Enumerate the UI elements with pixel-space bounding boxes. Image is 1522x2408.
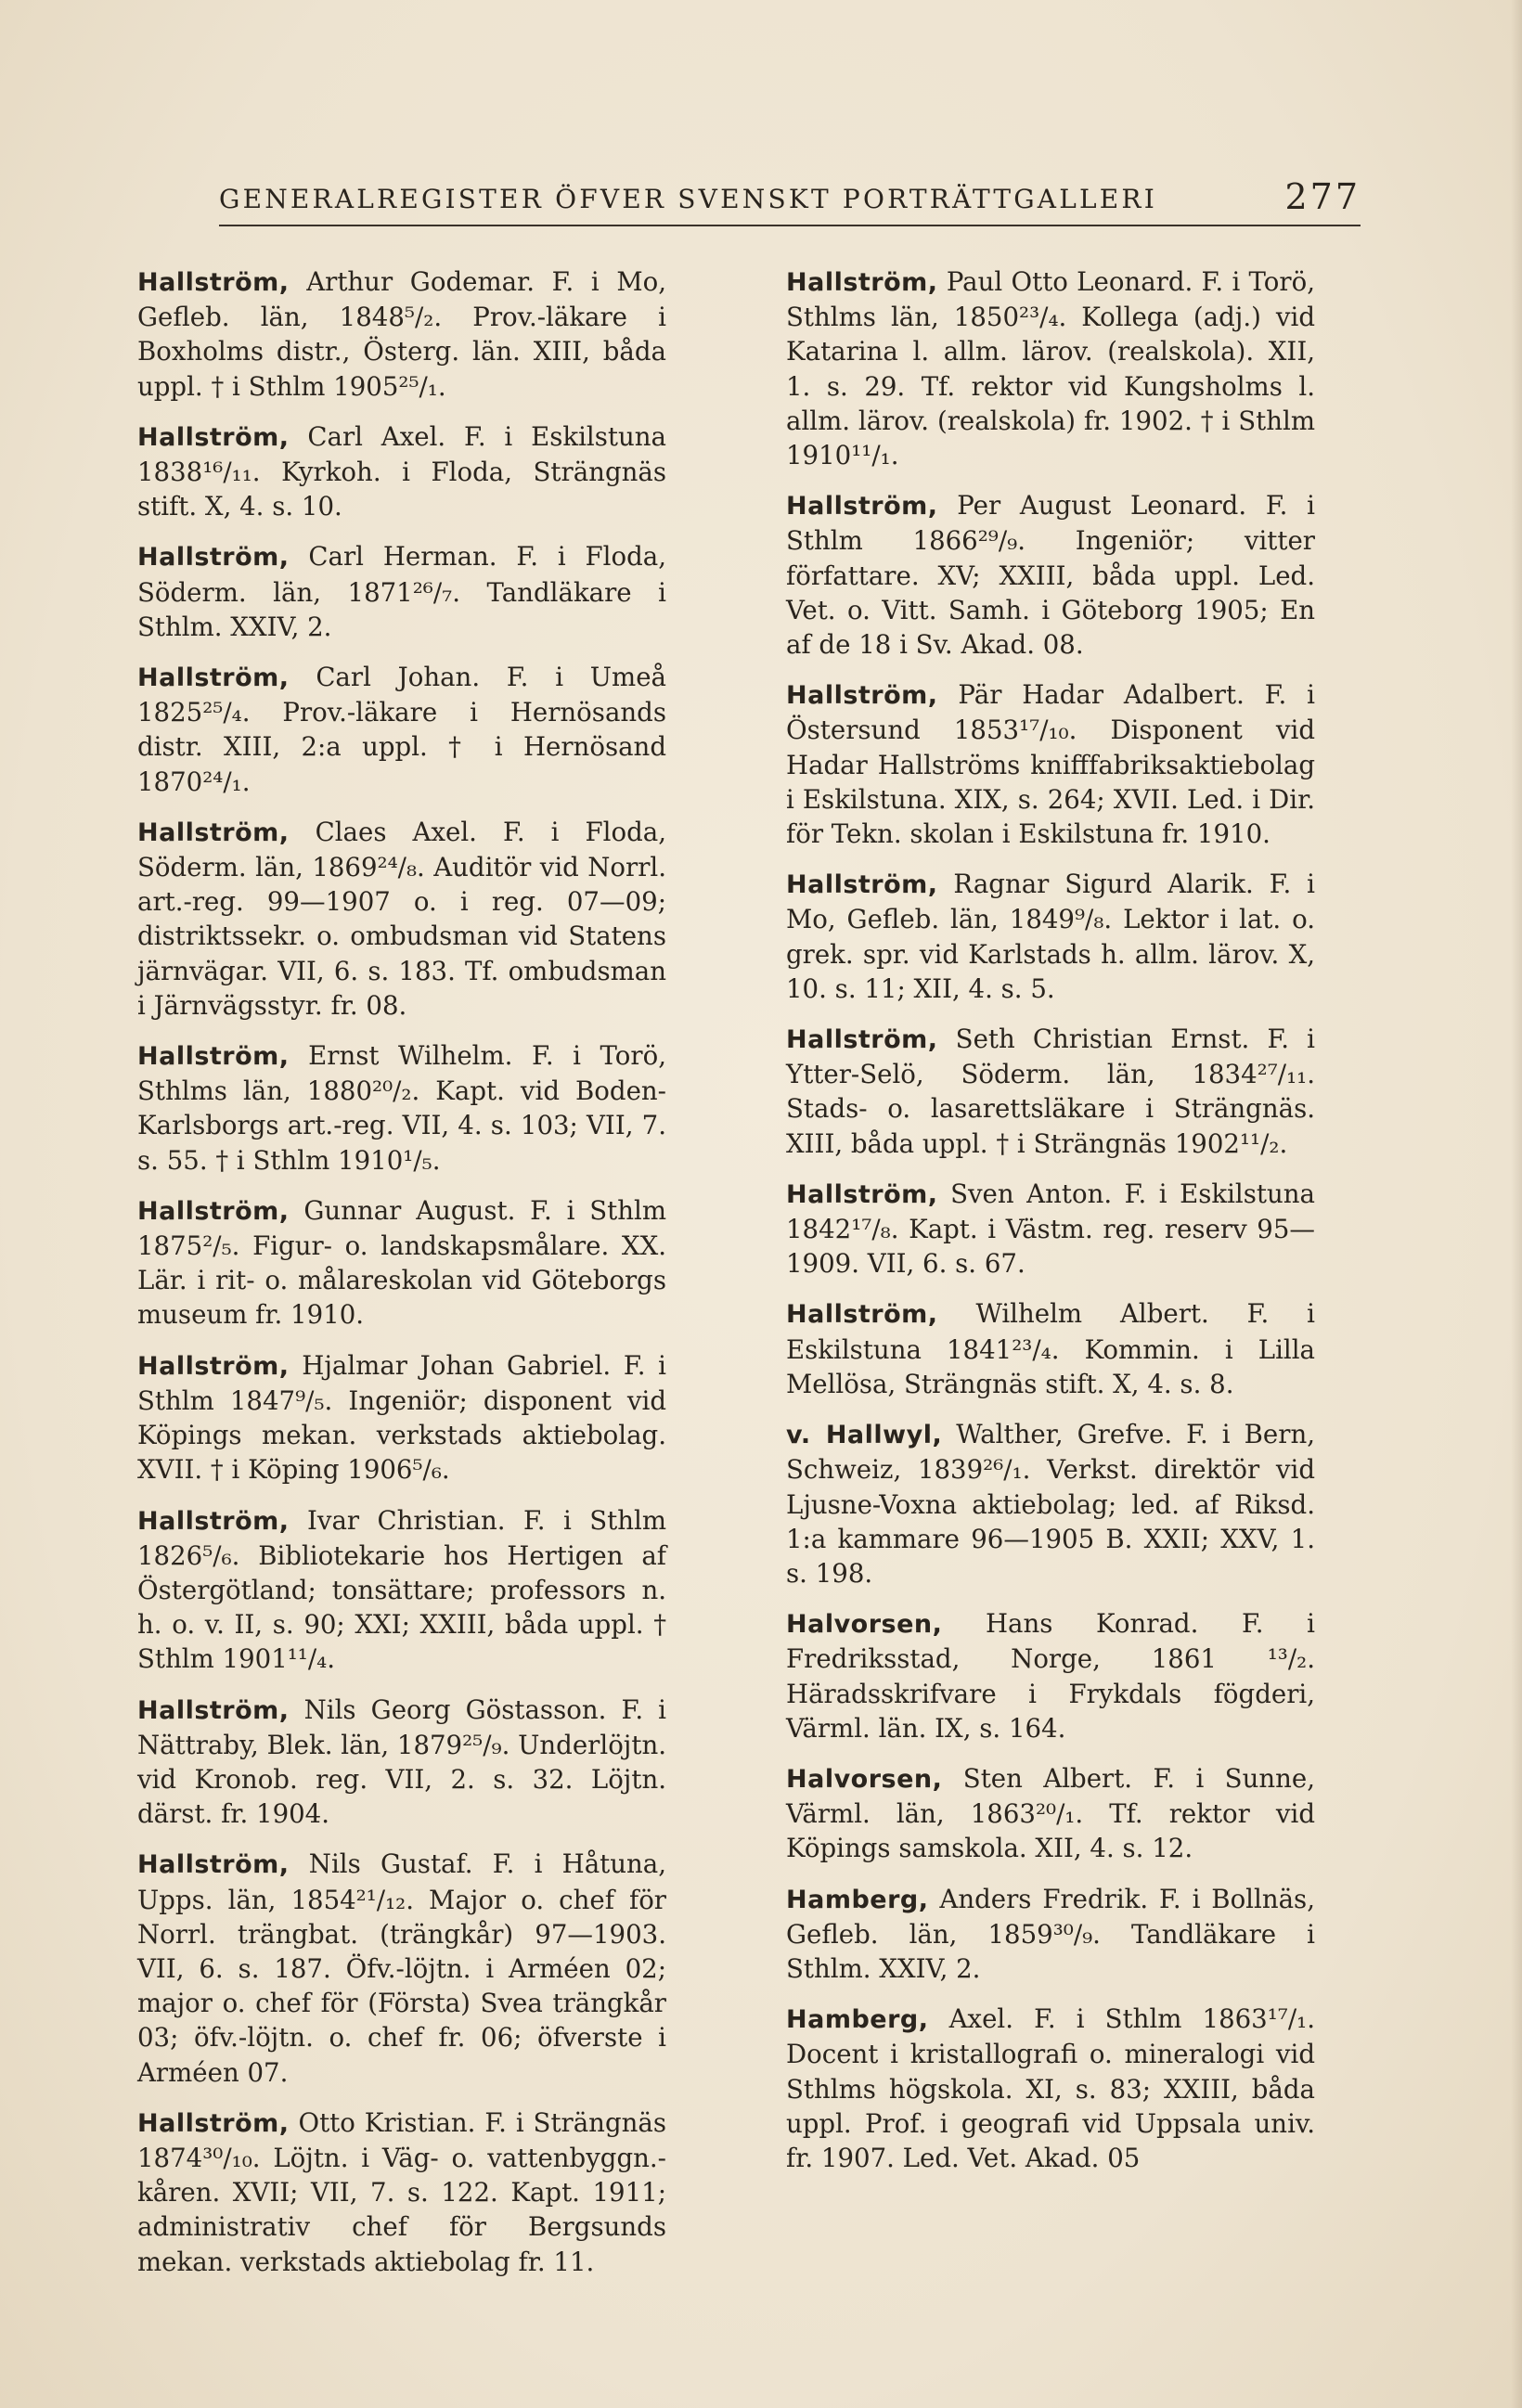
entry-text: Pär Hadar Adalbert. F. i Östersund 1853¹⁷/₁₀. Disponent vid Hadar Hallströms knifffabriksaktiebolag i Eskilstuna. XIX, s. 264; XVII. Led. i Dir. för Tekn. skolan i Eskilstuna fr. 1910. [786,679,1315,850]
register-entry [137,1348,666,1487]
register-entry [786,1606,1315,1745]
entry-text: Sten Albert. F. i Sunne, Värml. län, 1863²⁰/₁. Tf. rektor vid Köpings samskola. XII, 4. s. 12. [786,1762,1315,1864]
entry-surname: Halvorsen, [786,1764,943,1794]
entry-surname: Hallström, [137,1506,290,1536]
register-entry [786,1022,1315,1161]
entry-surname: Hallström, [137,663,290,693]
right-column [786,264,1315,2191]
register-entry [137,1193,666,1333]
entry-surname: Hallström, [137,268,290,297]
entry-surname: Hallström, [786,681,938,711]
entry-text: Gunnar August. F. i Sthlm 1875²/₅. Figur- o. landskapsmålare. XX. Lär. i rit- o. målareskolan vid Göteborgs museum fr. 1910. [137,1194,666,1331]
entry-text: Seth Christian Ernst. F. i Ytter-Selö, Söderm. län, 1834²⁷/₁₁. Stads- o. lasarettsläkare i Strängnäs. XIII, båda uppl. † i Strängnäs 1902¹¹/₂. [786,1024,1315,1159]
entry-surname: Hamberg, [786,1885,929,1914]
register-entry [137,1038,666,1178]
entry-text: Otto Kristian. F. i Strängnäs 1874³⁰/₁₀. Löjtn. i Väg- o. vattenbyggn.-kåren. XVII; VII, 7. s. 122. Kapt. 1911; administrativ chef för Bergsunds mekan. verkstads aktiebolag fr. 11. [137,2106,666,2277]
entry-text: Wilhelm Albert. F. i Eskilstuna 1841²³/₄. Kommin. i Lilla Mellösa, Strängnäs stift. X, 4. s. 8. [786,1298,1315,1399]
register-entry [137,660,666,799]
register-entry [786,1761,1315,1866]
register-entry [786,1417,1315,1590]
header-rule [219,225,1361,226]
entry-surname: Hallström, [137,422,290,452]
register-entry [786,677,1315,851]
entry-surname: Hallström, [137,2108,290,2138]
register-entry [137,1847,666,2089]
entry-text: Walther, Grefve. F. i Bern, Schweiz, 1839²⁶/₁. Verkst. direktör vid Ljusne-Voxna aktiebolag; led. af Riksd. 1:a kammare 96—1905 B. XXII; XXV, 1. s. 198. [786,1419,1315,1589]
entry-surname: Hallström, [137,543,290,573]
register-entry [786,2002,1315,2175]
entry-surname: Hallström, [786,1300,938,1330]
register-entry [137,815,666,1023]
entry-surname: Hallström, [137,818,290,847]
entry-surname: Hamberg, [786,2005,929,2035]
entry-text: Paul Otto Leonard. F. i Torö, Sthlms län, 1850²³/₄. Kollega (adj.) vid Katarina l. allm. lärov. (realskola). XII, 1. s. 29. Tf. rektor vid Kungsholms l. allm. lärov. (realskola) fr. 1902. † i Sthlm 1910¹¹/₁. [786,266,1315,471]
register-entry [137,419,666,524]
entry-surname: Hallström, [137,1850,290,1880]
entry-surname: Hallström, [137,1351,290,1381]
entry-text: Ernst Wilhelm. F. i Torö, Sthlms län, 1880²⁰/₂. Kapt. vid Boden-Karlsborgs art.-reg. VII, 4. s. 103; VII, 7. s. 55. † i Sthlm 1910¹/₅. [137,1040,666,1176]
page-edge-shadow [1511,0,1522,2408]
entry-text: Ivar Christian. F. i Sthlm 1826⁵/₆. Bibliotekarie hos Hertigen af Östergötland; tonsättare; professors n. h. o. v. II, s. 90; XXI; XXIII, båda uppl. † Sthlm 1901¹¹/₄. [137,1504,666,1675]
entry-text: Nils Georg Göstasson. F. i Nättraby, Blek. län, 1879²⁵/₉. Underlöjtn. vid Kronob. reg. VII, 2. s. 32. Löjtn. därst. fr. 1904. [137,1693,666,1830]
entry-surname: Hallström, [786,870,938,900]
register-entry [137,2105,666,2279]
entry-text: Per August Leonard. F. i Sthlm 1866²⁹/₉. Ingeniör; vitter författare. XV; XXIII, båda uppl. Led. Vet. o. Vitt. Samh. i Göteborg 1905; En af de 18 i Sv. Akad. 08. [786,490,1315,661]
entry-text: Axel. F. i Sthlm 1863¹⁷/₁. Docent i kristallografi o. mineralogi vid Sthlms högskola. XI, s. 83; XXIII, båda uppl. Prof. i geografi vid Uppsala univ. fr. 1907. Led. Vet. Akad. 05 [786,2003,1315,2173]
entry-surname: Hallström, [786,268,938,297]
entry-surname: Hallström, [137,1042,290,1072]
entry-surname: Hallström, [786,492,938,522]
register-entry [786,1296,1315,1401]
page-number: 277 [1284,176,1361,217]
register-entry [786,867,1315,1006]
entry-text: Claes Axel. F. i Floda, Söderm. län, 1869²⁴/₈. Auditör vid Norrl. art.-reg. 99—1907 o. i reg. 07—09; distriktssekr. o. ombudsman vid Statens järnvägar. VII, 6. s. 183. Tf. ombudsman i Järnvägsstyr. fr. 08. [137,816,666,1021]
entry-surname: v. Hallwyl, [786,1421,943,1450]
entry-surname: Hallström, [786,1179,938,1209]
register-entry [786,1882,1315,1987]
entry-surname: Hallström, [786,1025,938,1055]
register-entry [137,264,666,404]
entry-text: Arthur Godemar. F. i Mo, Gefleb. län, 1848⁵/₂. Prov.-läkare i Boxholms distr., Österg. län. XIII, båda uppl. † i Sthlm 1905²⁵/₁. [137,266,666,402]
entry-surname: Hallström, [137,1196,290,1226]
entry-text: Hjalmar Johan Gabriel. F. i Sthlm 1847⁹/₅. Ingeniör; disponent vid Köpings mekan. verkstads aktiebolag. XVII. † i Köping 1906⁵/₆. [137,1349,666,1486]
entry-surname: Halvorsen, [786,1610,943,1640]
register-entry [786,488,1315,662]
entry-text: Carl Axel. F. i Eskilstuna 1838¹⁶/₁₁. Kyrkoh. i Floda, Strängnäs stift. X, 4. s. 10. [137,420,666,522]
left-column [137,264,666,2295]
entry-text: Carl Johan. F. i Umeå 1825²⁵/₄. Prov.-läkare i Hernösands distr. XIII, 2:a uppl. † i Hernösand 1870²⁴/₁. [137,662,666,797]
entry-text: Carl Herman. F. i Floda, Söderm. län, 1871²⁶/₇. Tandläkare i Sthlm. XXIV, 2. [137,541,666,642]
entry-text: Sven Anton. F. i Eskilstuna 1842¹⁷/₈. Kapt. i Västm. reg. reserv 95—1909. VII, 6. s. 67. [786,1178,1315,1280]
register-entry [137,1693,666,1832]
register-entry [786,1177,1315,1281]
entry-surname: Hallström, [137,1695,290,1725]
register-entry [786,264,1315,472]
register-entry [137,539,666,644]
entry-text: Ragnar Sigurd Alarik. F. i Mo, Gefleb. län, 1849⁹/₈. Lektor i lat. o. grek. spr. vid Karlstads h. allm. lärov. X, 10. s. 11; XII, 4. s. 5. [786,869,1315,1004]
register-entry [137,1503,666,1677]
entry-text: Nils Gustaf. F. i Håtuna, Upps. län, 1854²¹/₁₂. Major o. chef för Norrl. trängbat. (trängkår) 97—1903. VII, 6. s. 187. Öfv.-löjtn. i Arméen 02; major o. chef för (Första) Svea trängkår 03; öfv.-löjtn. o. chef fr. 06; öfverste i Arméen 07. [137,1848,666,2088]
running-title: GENERALREGISTER ÖFVER SVENSKT PORTRÄTTGALLERI [219,184,1157,214]
page-header [219,176,1361,221]
entry-text: Hans Konrad. F. i Fredriksstad, Norge, 1861 ¹³/₂. Häradsskrifvare i Frykdals fögderi, Värml. län. IX, s. 164. [786,1608,1315,1744]
entry-text: Anders Fredrik. F. i Bollnäs, Gefleb. län, 1859³⁰/₉. Tandläkare i Sthlm. XXIV, 2. [786,1883,1315,1984]
